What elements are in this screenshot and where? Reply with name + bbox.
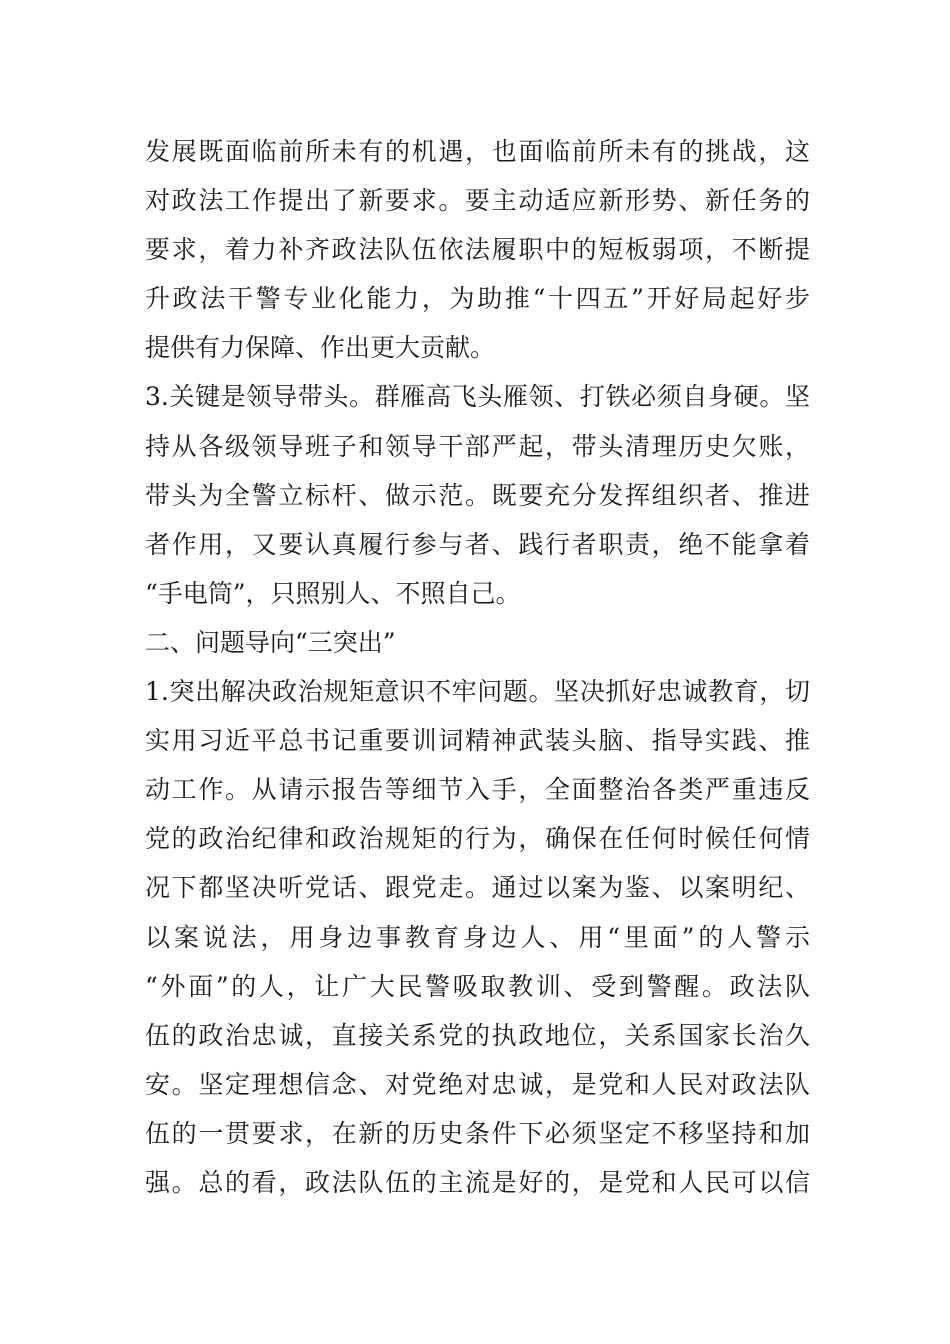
text-line: 3.关键是领导带头。群雁高飞头雁领、打铁必须自身硬。坚: [145, 382, 810, 412]
text-line: 要求，着力补齐政法队伍依法履职中的短板弱项，不断提: [145, 235, 810, 265]
text-line: 安。坚定理想信念、对党绝对忠诚，是党和人民对政法队: [145, 1069, 810, 1099]
text-line: 实用习近平总书记重要训词精神武装头脑、指导实践、推: [145, 726, 810, 756]
text-line: 况下都坚决听党话、跟党走。通过以案为鉴、以案明纪、: [145, 873, 810, 903]
text-line: 带头为全警立标杆、做示范。既要充分发挥组织者、推进: [145, 480, 810, 510]
text-line: 持从各级领导班子和领导干部严起，带头清理历史欠账，: [145, 431, 810, 461]
text-line: “手电筒”，只照别人、不照自己。: [145, 578, 521, 608]
section-heading: 二、问题导向“三突出”: [145, 627, 396, 657]
text-line: 伍的一贯要求，在新的历史条件下必须坚定不移坚持和加: [145, 1118, 810, 1148]
text-line: 以案说法，用身边事教育身边人、用“里面”的人警示: [145, 922, 810, 952]
text-line: “外面”的人，让广大民警吸取教训、受到警醒。政法队: [145, 971, 810, 1001]
text-line: 1.突出解决政治规矩意识不牢问题。坚决抓好忠诚教育，切: [145, 677, 810, 707]
text-line: 对政法工作提出了新要求。要主动适应新形势、新任务的: [145, 186, 810, 216]
text-line: 升政法干警专业化能力，为助推“十四五”开好局起好步: [145, 284, 810, 314]
text-line: 提供有力保障、作出更大贡献。: [145, 333, 496, 363]
text-line: 强。总的看，政法队伍的主流是好的，是党和人民可以信: [145, 1167, 810, 1197]
text-line: 发展既面临前所未有的机遇，也面临前所未有的挑战，这: [145, 137, 810, 166]
text-line: 伍的政治忠诚，直接关系党的执政地位，关系国家长治久: [145, 1020, 810, 1050]
document-body: [145, 127, 810, 1207]
text-line: 动工作。从请示报告等细节入手，全面整治各类严重违反: [145, 775, 810, 805]
text-line: 者作用，又要认真履行参与者、践行者职责，绝不能拿着: [145, 529, 810, 559]
text-line: 党的政治纪律和政治规矩的行为，确保在任何时候任何情: [145, 824, 810, 854]
